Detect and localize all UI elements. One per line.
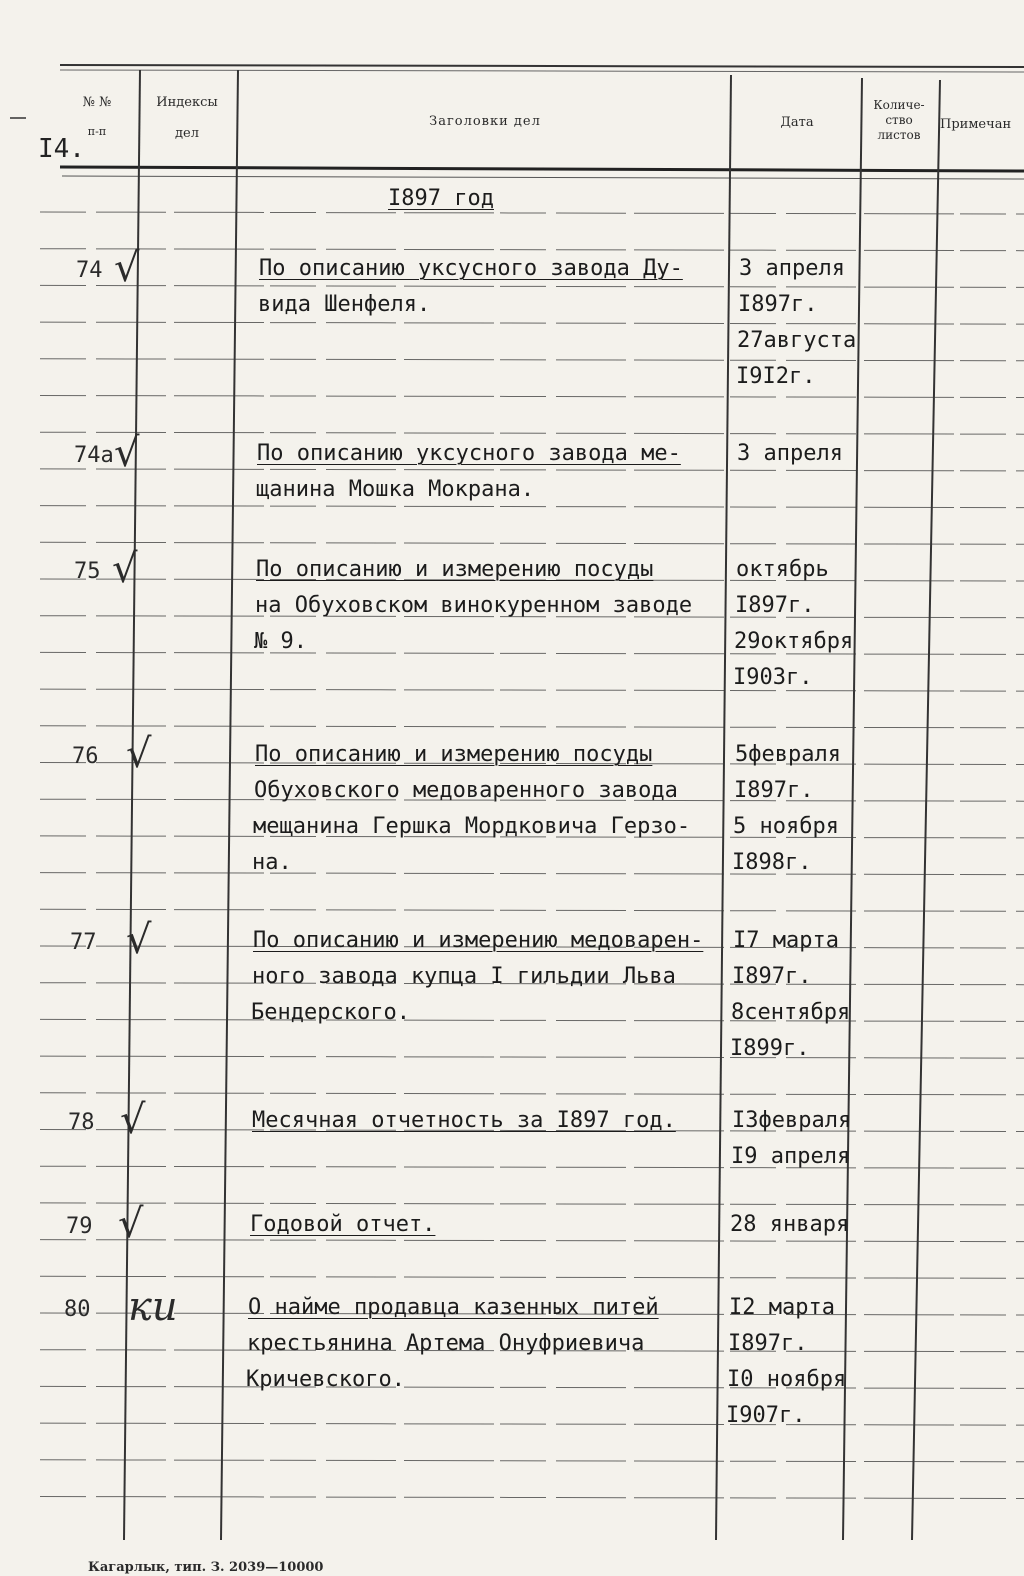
record-date-line: I2 марта — [729, 1295, 835, 1320]
record-number: 79 — [66, 1214, 93, 1239]
record-date-line: 28 января — [730, 1212, 850, 1237]
header-number — [62, 95, 132, 139]
record-title-line: О найме продавца казенных питей — [248, 1295, 659, 1320]
ruled-line — [40, 1423, 1024, 1425]
ruled-line — [40, 873, 1024, 875]
header-date: Дата — [780, 115, 814, 130]
checkmark-icon: √ — [126, 917, 152, 963]
ruled-line — [40, 909, 1024, 911]
record-date-line: I9I2г. — [736, 364, 816, 389]
checkmark-icon: √ — [114, 245, 140, 291]
record-title-line: Бендерского. — [251, 1000, 410, 1025]
header-index — [142, 95, 232, 141]
record-number: 75 — [74, 559, 101, 584]
record-date-line: I897г. — [735, 593, 815, 618]
record-date-line: I897г. — [728, 1331, 808, 1356]
header-number-sub: п-п — [87, 125, 107, 138]
record-date-line: I9 апреля — [731, 1144, 851, 1169]
record-number: 77 — [70, 930, 97, 955]
ruled-line — [40, 506, 1024, 508]
ruled-line — [40, 1056, 1024, 1058]
header-number-label: № № — [82, 95, 112, 110]
record-date-line: I898г. — [732, 850, 812, 875]
record-number: 76 — [72, 744, 99, 769]
ruled-line — [40, 1276, 1024, 1278]
record-date-line: 27августа — [737, 328, 857, 353]
ruled-line — [40, 1240, 1024, 1242]
record-date-line: I897г. — [738, 292, 818, 317]
record-date-line: 3 апреля — [739, 256, 845, 281]
record-title-line: щанина Мошка Мокрана. — [256, 477, 535, 502]
record-title-line: Кричевского. — [246, 1367, 405, 1392]
record-date-line: I3февраля — [732, 1108, 852, 1133]
record-title-line: Месячная отчетность за I897 год. — [252, 1108, 676, 1133]
year-heading: I897 год — [388, 186, 494, 211]
header-count-line-2: ство — [885, 113, 913, 127]
record-title-line: на. — [252, 850, 292, 875]
ruled-line — [40, 322, 1024, 324]
ruled-line — [40, 1019, 1024, 1021]
record-date-line: I7 марта — [733, 928, 839, 953]
record-date-line: 5 ноября — [733, 814, 839, 839]
header-notes: Примечан — [940, 117, 1012, 132]
record-date-line: 8сентября — [731, 1000, 851, 1025]
record-date-line: I903г. — [733, 665, 813, 690]
record-number: 80 — [64, 1297, 91, 1322]
record-date-line: 3 апреля — [737, 441, 843, 466]
header-count-line-3: листов — [877, 128, 921, 142]
ruled-line — [40, 1166, 1024, 1168]
header-count-line-1: Количе- — [873, 98, 925, 112]
ruled-line — [40, 1460, 1024, 1462]
record-number: 78 — [68, 1110, 95, 1135]
record-date-line: I899г. — [730, 1036, 810, 1061]
ruled-line — [40, 212, 1024, 214]
record-title-line: По описанию уксусного завода Ду- — [259, 256, 683, 281]
printer-imprint: Кагарлык, тип. З. 2039—10000 — [88, 1560, 324, 1575]
record-title-line: на Обуховском винокуренном заводе — [255, 593, 693, 618]
ruled-line — [40, 652, 1024, 654]
checkmark-icon: √ — [114, 430, 140, 476]
ruled-line — [40, 542, 1024, 544]
ruled-line — [40, 469, 1024, 471]
record-number: 74а — [74, 443, 114, 468]
checkmark-icon: √ — [120, 1097, 146, 1143]
record-date-line: октябрь — [736, 557, 829, 582]
record-date-line: I907г. — [726, 1403, 806, 1428]
record-title-line: По описанию и измерению медоварен- — [253, 928, 704, 953]
record-title-line: По описанию и измерению посуды — [255, 742, 653, 767]
record-title-line: крестьянина Артема Онуфриевича — [247, 1331, 645, 1356]
record-number: 74 — [76, 258, 103, 283]
ruled-line — [40, 432, 1024, 434]
record-title-line: Годовой отчет. — [250, 1212, 436, 1237]
record-title-line: вида Шенфеля. — [258, 292, 431, 317]
record-title-line: ного завода купца I гильдии Льва — [252, 964, 676, 989]
ruled-line — [40, 689, 1024, 691]
checkmark-icon: √ — [118, 1201, 144, 1247]
header-index-sub: дел — [175, 126, 199, 141]
record-date-line: I0 ноября — [727, 1367, 847, 1392]
ruled-line — [40, 1497, 1024, 1499]
record-date-line: 29октября — [734, 629, 854, 654]
record-date-line: I897г. — [732, 964, 812, 989]
header-index-label: Индексы — [156, 95, 218, 110]
header-titles: Заголовки дел — [429, 114, 541, 129]
checkmark-icon: √ — [126, 731, 152, 777]
record-title-line: По описанию уксусного завода ме- — [257, 441, 681, 466]
checkmark-icon: √ — [112, 546, 138, 592]
record-title-line: Обуховского медоваренного завода — [254, 778, 678, 803]
page-number: I4. — [38, 134, 85, 164]
ruled-line — [40, 285, 1024, 287]
record-title-line: По описанию и измерению посуды — [256, 557, 654, 582]
ruled-line — [40, 396, 1024, 398]
ruled-line — [40, 1386, 1024, 1388]
ruled-line — [40, 359, 1024, 361]
record-title-line: мещанина Гершка Мордковича Герзо- — [253, 814, 691, 839]
header-sheet-count — [860, 98, 938, 143]
ruled-line — [40, 726, 1024, 728]
record-date-line: 5февраля — [735, 742, 841, 767]
checkmark-icon: ки — [128, 1284, 178, 1330]
ruled-line — [40, 1093, 1024, 1095]
ruled-line — [40, 249, 1024, 251]
record-title-line: № 9. — [254, 629, 307, 654]
ruled-line — [40, 1203, 1024, 1205]
record-date-line: I897г. — [734, 778, 814, 803]
